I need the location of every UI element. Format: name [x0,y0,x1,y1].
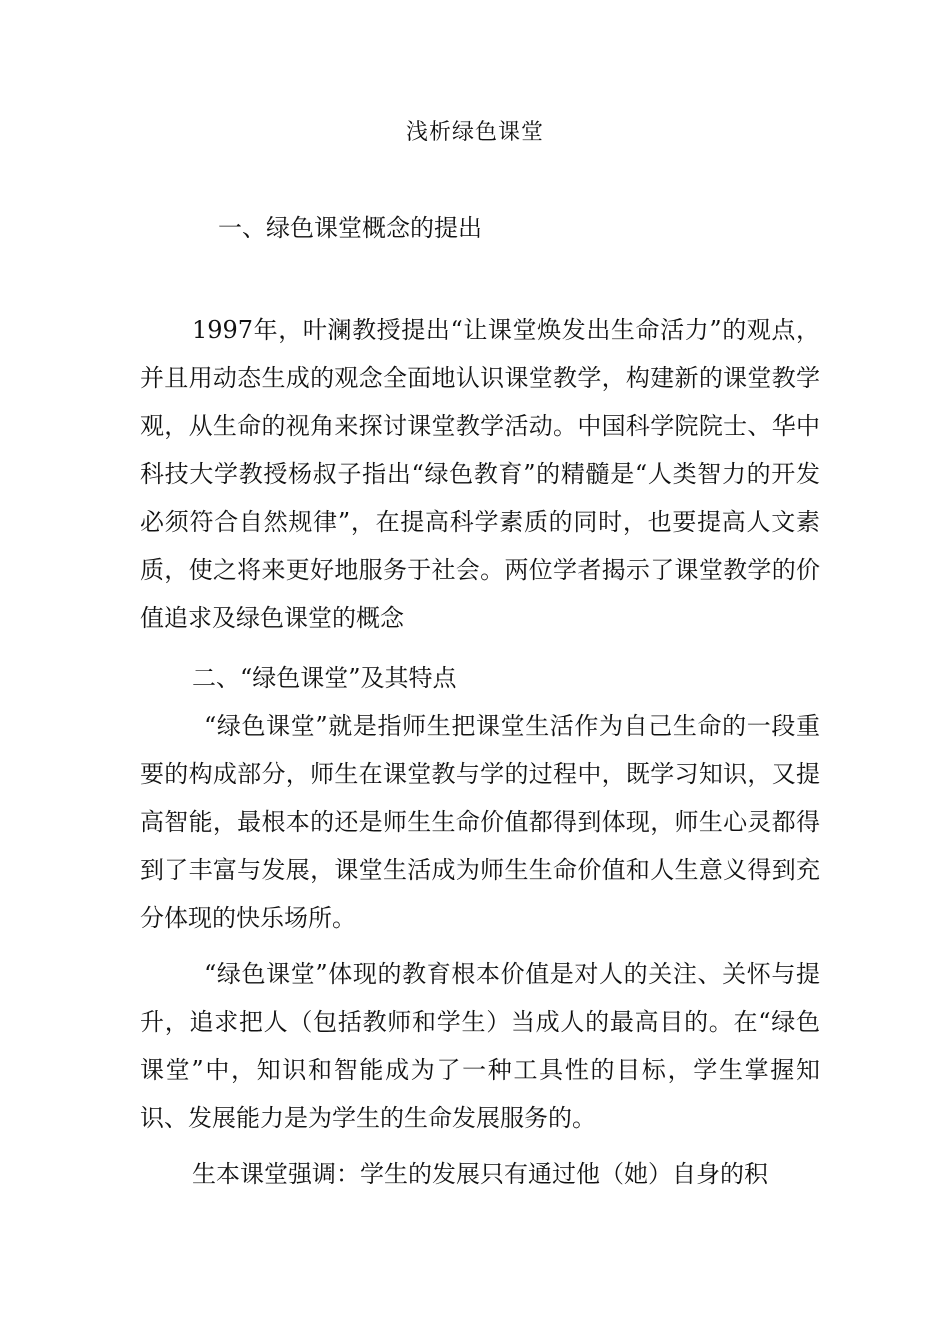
paragraph-2: “绿色课堂”就是指师生把课堂生活作为自己生命的一段重要的构成部分，师生在课堂教与学的过程中，既学习知识，又提高智能，最根本的还是师生生命价值都得到体现，师生心灵都得到了丰富与发展，课堂生活成为师生生命价值和人生意义得到充分体现的快乐场所。 [140,712,820,932]
section-heading-2: 二、“绿色课堂”及其特点 [192,664,457,692]
document-title: 浅析绿色课堂 [405,120,544,145]
section-heading-1: 一、绿色课堂概念的提出 [218,214,482,242]
paragraph-1: 1997年，叶澜教授提出“让课堂焕发出生命活力”的观点，并且用动态生成的观念全面地认识课堂教学，构建新的课堂教学观，从生命的视角来探讨课堂教学活动。中国科学院院士、华中科技大学教授杨叔子指出“绿色教育”的精髓是“人类智力的开发必须符合自然规律”，在提高科学素质的同时，也要提高人文素质，使之将来更好地服务于社会。两位学者揭示了课堂教学的价值追求及绿色课堂的概念 [140,316,820,632]
paragraph-3: “绿色课堂”体现的教育根本价值是对人的关注、关怀与提升，追求把人（包括教师和学生）当成人的最高目的。在“绿色课堂”中，知识和智能成为了一种工具性的目标，学生掌握知识、发展能力是为学生的生命发展服务的。 [140,960,820,1132]
paragraph-4: 生本课堂强调：学生的发展只有通过他（她）自身的积 [192,1160,768,1188]
